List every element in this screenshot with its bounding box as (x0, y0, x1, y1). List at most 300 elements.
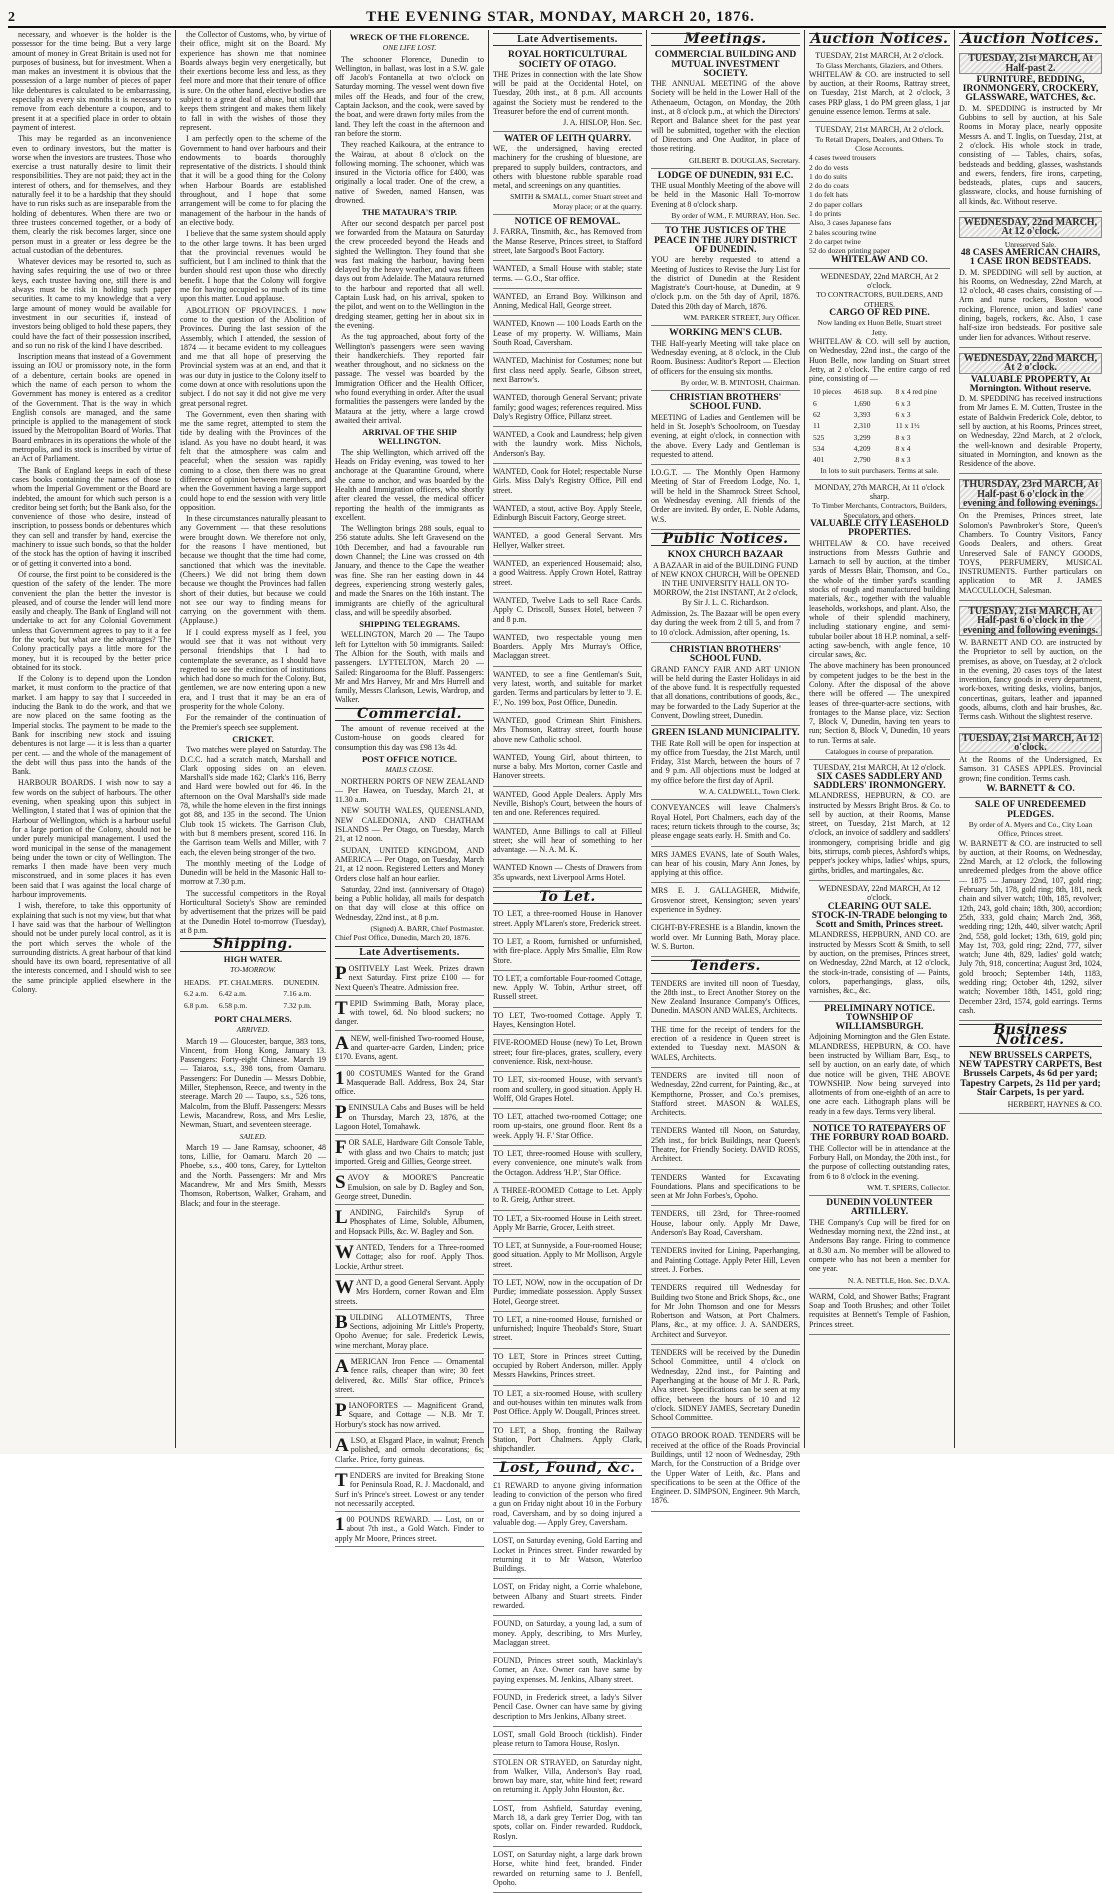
classified-ad (493, 751, 642, 787)
meeting-notice (651, 327, 800, 391)
ad-text: NEW, well-finished Two-roomed House, and quarter-acre Garden, Linden; price £170. Evans, agent. (335, 1033, 484, 1062)
notice-signature: N. A. NETTLE, Hon. Sec. D.V.A. (847, 1275, 950, 1285)
cricket-report: Two matches were played on Saturday. The D.C.C. had a scratch match, Marshall and Clark opposing sides on an eleven. Marshall's side made 162; Clark's 116, Berry and Hard were bowled out for 46. In the afternoon on the Oval Marshall's side made 78, while the home eleven in the first innings got 88, and 135 in the second. The Union Club took 15 wickets. The Garrison Club, with but 8 members present, scored 116. In the Garrison team Wells and Miller, with 7 each, the eleven being stronger of the two. (180, 745, 326, 857)
classified-ad (335, 1469, 484, 1512)
classified-ad (493, 502, 642, 529)
classified-ad (335, 1136, 484, 1170)
municipal-notice (651, 727, 800, 800)
article-paragraph: I believe that the same system should apply to the other large towns. It has been urged that the provincial revenues would be sufficient, but I am inclined to think that the burden should rest upon those who directly benefit. I hope that the Colony will forgive me for having occupied so much of its time upon this matter. Loud applause. (180, 229, 326, 304)
auction-lead: To Retail Drapers, Dealers, and Others. To Close Accounts. (815, 134, 944, 153)
drop-cap: B (335, 1311, 348, 1333)
ad-text: TENDERS Wanted till Noon, on Saturday, 25th inst., for brick Buildings, near Queen's Theatre, for Friendly Society. DAVID ROSS, Architect. (651, 1126, 800, 1164)
auction-date: WEDNESDAY, 22nd MARCH, At 2 o'clock. (820, 271, 939, 291)
column-2 (175, 30, 330, 1448)
meeting-notice (651, 49, 800, 169)
ad-text: LSO, at Elsgard Place, in walnut; French polished, and ormolu decorations; 6s; Clarke. Price, forty guineas. (335, 1436, 484, 1464)
article-paragraph: If the Colony is to depend upon the London market, it must conform to the practice of that market. I am happy to say that I succeeded in inducing the Bank to do the work, and that we are now placed on the same footing as the Imperial stocks. The payment to be made to the Bank for inscribing new stock and issuing debentures is not large — it is less than a quarter per cent. — and the whole of the management of the debt will thus pass into the hands of the Bank. (12, 674, 171, 777)
classified-ad (493, 668, 642, 713)
meeting-title: TO THE JUSTICES OF THE PEACE IN THE JURY DISTRICT OF DUNEDIN. (654, 226, 797, 255)
ad-text: WANTED, Known — 100 Loads Earth on the Lease of my property. W. Williams, Main South Road, Caversham. (493, 319, 642, 348)
post-notice: SUDAN, UNITED KINGDOM, AND AMERICA — Per Otago, on Tuesday, March 21, at 12 noon. Registered Letters and Money Orders close half an hour earlier. (335, 845, 484, 883)
auction-headline: PRELIMINARY NOTICE. TOWNSHIP OF WILLIAMSBURGH. (824, 1003, 935, 1033)
article-paragraph: ABOLITION OF PROVINCES. I now come to the question of the Abolition of Provinces. During the last session of the Assembly, which I attended, the session of 1874 — it became evident to my colleagues and me that all hope of preserving the Provincial system was at an end, and that it was our duty in justice to the Colony itself to come down at once with resolutions upon the subject. I do not say it did not give me very great personal regret. (180, 305, 326, 408)
lost-found-heading: Lost, Found, &c. (493, 1462, 642, 1475)
classified-ad (335, 1513, 484, 1547)
classified-ad (651, 1429, 800, 1511)
table-cell: 7.32 p.m. (283, 1000, 312, 1010)
auction-item: 2 do paper collars (809, 199, 863, 209)
auction-lead: To Timber Merchants, Contractors, Builders, Speculators, and others. (812, 501, 947, 520)
ad-text: EPID Swimming Bath, Moray place, with towel, 6d. No blood suckers; no danger. (335, 998, 484, 1027)
post-signature-place: Chief Post Office, Dunedin, March 20, 1876. (335, 933, 471, 943)
ad-text: LOST, from Ashfield, Saturday evening, March 18, a dark grey Terrier Dog, with tan spots, collar on. Finder rewarded. Ruddock, Roslyn. (493, 1803, 642, 1841)
classified-ad (493, 262, 642, 289)
notice-text: WARM, Cold, and Shower Baths; Fragrant Soap and Tooth Brushes; and other Toilet requisites at Bennett's Temple of Fashion, Princes street. (809, 1291, 950, 1329)
auction-notice (959, 475, 1102, 601)
meeting-notice (651, 225, 800, 326)
classified-ad (493, 465, 642, 501)
quarry-title: WATER OF LEITH QUARRY. (503, 133, 632, 144)
auction-item: 1 do felt hats (809, 190, 848, 200)
auction-date: WEDNESDAY, 22nd MARCH, At 2 o'clock. (959, 353, 1102, 374)
article-paragraph: The Bank of England keeps in each of these cases books containing the names of those to whom the Imperial Government or the Board are indebted, the amount for which such person is a creditor being set forth; but the Bank also, for the convenience of those who desire, instead of inscription, to possess bonds or debentures which they can sell and transfer by hand, exercise the machinery to issue such bonds, so that the holder of the stock has the option of having it inscribed or of getting it converted into a bond. (12, 465, 171, 568)
article-paragraph: As the tug approached, about forty of the Wellington's passengers were seen waving their handkerchiefs. They reported fair weather throughout, and no sickness on the passage. The vessel was boarded by the Immigration Officer and the Health Officer, who found everything in order. After the usual formalities the passengers were landed by the Mataura at the jetty, where a large crowd awaited their arrival. (335, 332, 484, 425)
ad-text: LOST, on Saturday night, a large dark brown Horse, white hind feet, branded. Finder rewarded on returning same to J. Benfell, Opoho. (493, 1849, 642, 1887)
notice-signature: WM. T. SPIERS, Collector. (867, 1182, 950, 1192)
ad-text: TO LET, Two-roomed Cottage. Apply T. Hayes, Kensington Hotel. (493, 1010, 642, 1030)
notice-headline: NOTICE TO RATEPAYERS OF THE FORBURY ROAD BOARD. (810, 1124, 949, 1144)
ad-text: WANTED, a good General Servant. Mrs Hellyer, Walker street. (493, 531, 642, 550)
meeting-signature: WM. PARKER STREET, Jury Officer. (683, 313, 800, 323)
article-paragraph: In these circumstances naturally pleasant to any Government — that these resolutions were brought down. We therefore not only, for the reasons I have mentioned, but because we thought that the time had come, sanctioned that which was the inevitable. (Cheers.) We did not bring them down because we thought the Provinces had fallen short of their duties, but because we could not see our way to finding means for carrying on the government with them. (Applause.) (180, 514, 326, 626)
ad-text: MERICAN Iron Fence — Ornamental fence rails, cheaper than wire; 30 feet delivered, &c. Mills' Star office, Prince's street. (335, 1357, 484, 1394)
ad-text: FOUND, in Frederick street, a lady's Silver Pencil Case. Owner can have same by giving description to Mrs Jenkins, Albany street. (493, 1693, 642, 1721)
telegrams-heading: SHIPPING TELEGRAMS. (359, 619, 460, 630)
auction-lead: By order of A. Myers and Co., City Loan Office, Princes street. (968, 819, 1093, 839)
auction-notices-heading: Auction Notices. (810, 31, 949, 47)
road-board-notice (809, 1123, 950, 1196)
drop-cap: S (335, 1172, 346, 1194)
article-paragraph: The Wellington brings 288 souls, equal to 256 statute adults. She left Gravesend on the 10th December, and had a favourable run down Channel; the Line was crossed on 4th January, and thence to the Cape the weather was fine. She ran her easting down in 44 degrees, experiencing strong westerly gales, and made the Snares on the 16th instant. The immigrants are chiefly of the agricultural class, and will be speedily absorbed. (335, 524, 484, 617)
auction-item: 2 do do vests (809, 162, 849, 172)
auction-item: 52 do dozen printing paper (809, 246, 890, 256)
port-heading: PORT CHALMERS. (214, 1013, 292, 1024)
auction-item: 2 bales scouring twine (809, 227, 877, 237)
classified-ad (493, 391, 642, 427)
cricket-heading: CRICKET. (232, 733, 274, 744)
ad-text: WANTED, thorough General Servant; private family; good wages; references required. Miss Daly's Registry Office, Pillanz street. (493, 393, 642, 421)
ad-text: TENDERS, till 23rd, for Three-roomed House, labour only. Apply Mr Dawe, Anderson's Bay Road, Caversham. (651, 1209, 800, 1238)
post-notice: Saturday, 22nd inst. (anniversary of Otago) being a Public holiday, all mails for despatch on that day will close at this office on Wednesday, 22nd inst., at 8 p.m. (335, 884, 484, 922)
auction-item: 1 do prints (809, 209, 842, 219)
page-number: 2 (8, 10, 15, 25)
meeting-text: THE ANNUAL MEETING of the above Society will be held in the Lower Hall of the Athenaeum, Octagon, on Monday, the 20th inst., at 8 o'clock p.m., at which the Directors' Report and Balance sheet for the past year will be submitted, together with the election of Directors and One Auditor, in place of those retiring. (651, 79, 800, 154)
column-5 (646, 30, 804, 1506)
table-cell: DUNEDIN. (283, 978, 320, 988)
newspaper-title: THE EVENING STAR, MONDAY, MARCH 20, 1876. (366, 9, 755, 25)
ad-text: WANTED, a Cook and Laundress; help given with the laundry work. Miss Nichols, Anderson's Bay. (493, 430, 642, 458)
classified-ad (493, 1387, 642, 1423)
classified-ad (493, 935, 642, 971)
classified-ad (335, 1276, 484, 1310)
wanted-ads (493, 262, 642, 888)
classified-ad (493, 1036, 642, 1072)
auction-notice (809, 481, 950, 761)
meeting-title: CHRISTIAN BROTHERS' SCHOOL FUND. (669, 393, 782, 413)
classified-ad (493, 1580, 642, 1616)
to-let-ads (493, 907, 642, 1459)
sailed-heading: SAILED. (239, 1131, 267, 1141)
auction-date: TUESDAY, 21st MARCH, At Half-past 2. (959, 53, 1102, 74)
meeting-notice (651, 392, 800, 465)
article-paragraph: Of course, the first point to be considered is the question of the safety of the lender. The more convenient the plan the better the investor is pleased, and of course the lender will lend more easily and cheaply. The Bank of England will not undertake to act for any Colonial Government unless that Government agrees to pay to it a fee for the work; but what are the advantages? The Colony practically pays a little more for the money, but it is recouped by the better price obtained for its stock. (12, 569, 171, 672)
ad-text: LOST, on Friday night, a Corrie whalebone, between Albany and Stuart streets. Finder rewarded. (493, 1582, 642, 1610)
classified-ad (651, 1281, 800, 1345)
high-water-sub: TO-MORROW. (230, 964, 276, 974)
classified-ad (493, 1239, 642, 1275)
ad-text: ANT D, a good General Servant. Apply Mrs Hordern, corner Rowan and Elm streets. (335, 1277, 484, 1306)
shipping-heading: Shipping. (180, 938, 326, 951)
drop-cap: W (335, 1242, 354, 1264)
auction-text: W. BARNETT AND CO. are instructed by the Proprietor to sell by auction, on the premises, as above, on Tuesday, at 2 o'clock in the evening, 20 cases toys of the latest invention, fancy goods in every department, work-boxes, writing desks, violins, banjos, concertinas, guitars, leather and japanned goods, albums, cloth and hair brushes, &c. Terms cash. Without the slightest reserve. (959, 637, 1102, 722)
auction-text: On the Premises, Princes street, late Solomon's Pawnbroker's Store, Queen's Chambers. To Country Visitors, Fancy Goods Dealers, and others. Great Unreserved Sale of FANCY GOODS, TOYS, PERFUMERY, MUSICAL INSTRUMENTS. Further particulars on application to MR J. JAMES MACCULLOCH, Salesman. (959, 511, 1102, 595)
auction-notice (959, 602, 1102, 728)
meeting-text: I.O.G.T. — The Monthly Open Harmony Meeting of Star of Freedom Lodge, No. 1, will be held in the Shamrock Street School, on Wednesday evening. All friends of the Order are invited. By order, E. Noble Adams, W.S. (651, 468, 800, 524)
post-notice: NORTHERN PORTS OF NEW ZEALAND — Per Hawea, on Tuesday, March 21, at 11.30 a.m. (335, 776, 484, 805)
drop-cap: A (335, 1435, 349, 1457)
article-paragraph: necessary, and whoever is the holder is the possessor for the time being. But a very large amount of money in Great Britain is used not for purposes of business, but for investment. When a man makes an investment it is obvious that the possession of a large number of pieces of paper like debentures is calculated to be embarrassing, especially as every six months it is necessary to remove from each debenture a coupon, and to present it at a specified place in order to obtain payment of interest. (12, 30, 171, 132)
table-cell: 6.2 a.m. (184, 989, 209, 999)
lodge-paragraph: The monthly meeting of the Lodge of Dunedin will be held in the Masonic Hall to-morrow at 7.30 p.m. (180, 858, 326, 887)
tender-notices (651, 977, 800, 1512)
classified-ad (493, 529, 642, 556)
meeting-signature: By order of W.M., F. MURRAY, Hon. Sec. (671, 211, 800, 221)
table-cell: 1,690 (853, 398, 871, 408)
classified-ad (493, 972, 642, 1008)
post-office-heading: POST OFFICE NOTICE. (361, 753, 458, 764)
prize-paragraph: The successful competitors in the Royal Horticultural Society's Show are reminded by advertisement that the prizes will be paid at the Dunedin Hotel to-morrow (Tuesday), at 8 p.m. (180, 888, 326, 935)
table-cell: 4,209 (853, 443, 871, 453)
post-signature: (Signed) A. BARR, Chief Postmaster. (370, 924, 484, 934)
bazaar-title: KNOX CHURCH BAZAAR (667, 550, 784, 561)
table-cell: 2,790 (853, 455, 871, 465)
auction-foot: In lots to suit purchasers. Terms at sale. (820, 466, 939, 476)
auction-text: MLANDRESS, HEPBURN, & CO. are instructed by Messrs Bright Bros. & Co. to sell by auction, at their Rooms, Manse street, on Tuesday, 21st March, at 12 o'clock, an invoice of saddlery and saddlers' ironmongery, comprising bridle and gig bits, stirrups, comb pieces, Ashford's whips, pepper's jockey whips, ladies' whips, spurs, girths, bridles, and martingales, &c. (809, 791, 950, 875)
auctioneer-signature: W. BARNETT & CO. (986, 784, 1075, 795)
ad-text: TO LET, a three-roomed House in Hanover street. Apply M'Laren's store, Frederick street. (493, 909, 642, 928)
lost-found-ads (493, 1479, 642, 1893)
table-cell: 6 x 3 (895, 398, 911, 408)
commercial-heading: Commercial. (335, 708, 484, 721)
late-ads-list (335, 962, 484, 1547)
article-paragraph: They reached Kaikoura, at the entrance to the Wairau, at about 8 o'clock on the following morning. The schooner, which was insured in the Victoria office for £400, was originally a local trader. One of the crew, a native of Sweden, named Hansen, was drowned. (335, 140, 484, 206)
classified-ad (651, 884, 800, 920)
table-cell: 8 x 4 red pine (895, 387, 937, 397)
classified-ad (335, 1171, 484, 1205)
drop-cap: T (335, 997, 348, 1019)
column-4 (488, 30, 646, 1887)
classified-ad (493, 1009, 642, 1036)
auction-lead: To Glass Merchants, Glaziers, and Others. (816, 60, 943, 70)
auction-lead: TO CONTRACTORS, BUILDERS, AND OTHERS. (816, 290, 943, 309)
classified-ad (493, 825, 642, 861)
auction-notice (809, 49, 950, 122)
auction-text: Adjoining Mornington and the Glen Estate. MLANDRESS, HEPBURN, & CO. have been instructed by William Barr, Esq., to sell by auction, on an early date, of which due notice will be given, THE ABOVE TOWNSHIP. Now being surveyed into allotments of from one-eighth of an acre to one acre each. Lithograph plans will be ready in a few days. Terms very liberal. (809, 1032, 950, 1116)
rhs-text: THE Prizes in connection with the late Show will be paid at the Occidental Hotel, on Tuesday, 20th inst., at 8 p.m. All accounts against the Society must be rendered to the Treasurer before the end of current month. (493, 69, 642, 117)
auction-foot: Catalogues in course of preparation. (825, 747, 934, 757)
classified-ad (493, 1654, 642, 1690)
mails-close-heading: MAILS CLOSE. (385, 765, 434, 775)
auction-date: TUESDAY, 21st MARCH, At 12 o'clock. (813, 763, 946, 773)
meeting-signature: By order, W. B. M'INTOSH, Chairman. (680, 377, 800, 387)
column-1 (8, 30, 175, 1448)
classified-ad (493, 1073, 642, 1109)
ad-text: WANTED, an Errand Boy. Wilkinson and Anning, Medical Hall, George street. (493, 291, 642, 311)
municipal-text: THE Rate Roll will be open for inspection at my office from Tuesday, the 21st March, until Friday, 31st March, between the hours of 7 and 9 p.m. All objections must be lodged at my office before the first day of April. (651, 738, 800, 785)
classified-ad (493, 317, 642, 353)
carpet-text: NEW BRUSSELS CARPETS, NEW TAPESTRY CARPETS, Best Brussels Carpets, 4s 6d per yard; Tapestry Carpets, 2s 11d per yard; Stair Carpets, 1s per yard. (959, 1050, 1102, 1098)
quarry-signature: SMITH & SMALL, corner Stuart street and Moray place; or at the quarry. (510, 192, 642, 211)
auction-text: D. M. SPEDDING will sell by auction, at his Rooms, on Wednesday, 22nd March, at 12 o'clock, 48 cases chairs, consisting of — Arm and nurse rockers, Boston wood rocking, Florence, union and ladies' cane dining, bagels, rockers, &c. Also, 1 case half-size iron bedsteads. For positive sale under lien for advances. Without reserve. (959, 267, 1102, 342)
ad-text: FOUND, on Saturday, a young lad, a sum of money. Apply, describing, to Mrs Murley, Maclaggan street. (493, 1619, 642, 1647)
arrival-heading: ARRIVAL OF THE SHIP WELLINGTON. (362, 427, 457, 447)
classified-ad (651, 1171, 800, 1207)
ad-text: WANTED, an experienced Housemaid; also, a good Waitress. Apply Crown Hotel, Rattray street. (493, 559, 642, 587)
tenders-heading: Tenders. (651, 960, 800, 973)
classified-ad (335, 1241, 484, 1275)
ad-text: FIVE-ROOMED House (new) To Let, Brown street; four fire-places, grates, scullery, every convenience. Risk, next-house. (493, 1038, 642, 1066)
ad-text: TO LET, a Shop, fronting the Railway Station, Port Chalmers. Apply Clark, shipchandler. (493, 1425, 642, 1454)
meeting-text: THE Half-yearly Meeting will take place on Wednesday evening, at 8 o'clock, in the Club Room. Business: Auditor's Report — Election of officers for the ensuing six months. (651, 338, 800, 376)
classified-ad (493, 1617, 642, 1653)
auction-headline: SIX CASES SADDLERY AND SADDLERS' IRONMONGERY. (813, 771, 946, 791)
table-cell: 7.16 a.m. (283, 989, 312, 999)
ad-text: TO LET, a Six-roomed House in Leith street. Apply Mr Barrie, Grocer, Leith street. (493, 1213, 642, 1232)
drop-cap: 1 (335, 1067, 345, 1089)
high-water-table (180, 976, 326, 1012)
artillery-notice (809, 1197, 950, 1289)
ad-text: TO LET, at Sunnyside, a Four-roomed House; good situation. Apply to Mr Mollison, Argyle street. (493, 1241, 642, 1269)
table-row (811, 433, 948, 442)
ad-text: TO LET, a comfortable Four-roomed Cottage, new. Apply W. Tobin, Arthur street, off Russell street. (493, 973, 642, 1002)
classified-ad (493, 1479, 642, 1533)
auction-text: WHITELAW & CO. will sell by auction, on Wednesday, 22nd inst., the cargo of the Huon Belle, now landing on Stuart street Jetty, at 2 o'clock. The entire cargo of red pine, consisting of — (809, 336, 950, 384)
classified-ad (651, 977, 800, 1022)
rhs-title: ROYAL HORTICULTURAL SOCIETY OF OTAGO. (507, 50, 628, 70)
table-cell: 6.58 p.m. (218, 1000, 248, 1010)
meeting-title: LODGE OF DUNEDIN, 931 E.C. (657, 170, 794, 181)
masthead (8, 4, 1106, 28)
classified-ad (335, 962, 484, 996)
ad-text: WANTED, a stout, active Boy. Apply Steele, Edinburgh Biscuit Factory, George street. (493, 503, 642, 523)
classified-ad (493, 1313, 642, 1349)
classified-ad (493, 714, 642, 750)
post-notice: NEW SOUTH WALES, QUEENSLAND, NEW CALEDONIA, AND CHATHAM ISLANDS — Per Otago, on Tuesday, March 21, at 12 noon. (335, 806, 484, 844)
classified-ad (493, 907, 642, 934)
auction-text: WHITELAW & CO. have received instructions from Messrs Guthrie and Larnach to sell by auction, at the timber yards of Messrs Blair, Thomson, and Co., the whole of the timber yard's scantling stocks of rough and manufactured building materials, &c., together with the valuable leaseholds, workshops, and plant. Also, the whole of their splendid machinery, including stationary engine, and semi-tubular boiler about 18 H.P. nominal, a self-acting saw-bench, with angle fence, 10 circular saws, &c. (809, 538, 950, 660)
auction-text: At the Rooms of the Undersigned, Ex Samson. 31 CASES APPLES. Provincial grown; fine condition. Terms cash. (959, 755, 1102, 783)
auction-notice (959, 213, 1102, 348)
column-7 (954, 30, 1106, 1448)
table-row (811, 444, 948, 453)
classified-ad (493, 1728, 642, 1755)
meeting-signature: GILBERT B. DOUGLAS, Secretary. (689, 155, 800, 165)
meeting-text: THE usual Monthly Meeting of the above will be held in the Masonic Hall To-morrow Evening at 8 o'clock sharp. (651, 181, 800, 209)
ad-text: CONVEYANCES will leave Chalmers's Royal Hotel, Port Chalmers, each day of the races; return tickets through to the course, 3s; please engage seats early. H. Smith and Co. (651, 803, 800, 841)
classified-ad (493, 1212, 642, 1239)
ad-text: ANTED, Tenders for a Three-roomed Cottage; also for roof. Apply Thos. Lockie, Arthur street. (335, 1243, 484, 1271)
removal-title: NOTICE OF REMOVAL. (514, 217, 621, 228)
ad-text: WANTED, Young Girl, about thirteen, to nurse a baby. Mrs Morton, corner Castle and Hanover streets. (493, 752, 642, 781)
ad-text: TENDERS are invited till noon of Wednesday, 22nd current, for Painting, &c., at Kempthorne, Prosser, and Co.'s premises, Stafford street. MASON & WALES, Architects. (651, 1070, 800, 1118)
classified-ad (493, 631, 642, 667)
article-paragraph: If I could express myself as I feel, you would see that it was not without very personal friendships that I had to contemplate the severance, as I should have regretted to see the extinction of institutions which had done so much for the Colony. But, gentlemen, we are now entering upon a new era, and I trust that it may be an era of prosperity for the whole Colony. (180, 627, 326, 712)
fund-notice (651, 644, 800, 726)
ad-text: ANDING, Fairchild's Syrup of Phosphates of Lime, Soluble, Albumen, and Hopsack Pills, &c. W. Bagley and Son. (335, 1208, 484, 1236)
drop-cap: 1 (335, 1514, 345, 1536)
auction-notice (809, 123, 950, 268)
removal-ad (493, 216, 642, 261)
ad-text: TENDERS will be received by the Dunedin School Committee, until 4 o'clock on Wednesday, 22nd inst., for Painting and Paperhanging at the house of Mr J. R. Park, Alva street. Specifications can be seen at my office, between the hours of 10 and 12 o'clock. SIDNEY JAMES, Secretary Dunedin School Committee. (651, 1348, 800, 1423)
business-notices-heading: Business Notices. (959, 1024, 1102, 1047)
article-paragraph: After our second despatch per parcel post we forwarded from the Mataura on Saturday the crew proceeded beyond the Heads and sighted the Wellington. They found that she was fast making the harbour, having been delayed by the heavy weather, and was fifteen days out from Adelaide. The Mataura returned to the harbour and reported that all well. Captain Lusk had, on his arrival, spoken to the pilot, and went on to the Wellington in the dredging steamer, getting her in about six in the evening. (335, 218, 484, 330)
classified-ad (493, 290, 642, 317)
table-cell: 6.42 a.m. (218, 989, 247, 999)
table-cell: 8 x 4 (895, 443, 911, 453)
classified-ad (493, 1848, 642, 1893)
ad-text: LOST, small Gold Brooch (ticklish). Finder please return to Tamora House, Roslyn. (493, 1729, 642, 1749)
auction-date: WEDNESDAY, 22nd MARCH, At 12 o'clock. (818, 883, 941, 903)
auction-headline: CLEARING OUT SALE. STOCK-IN-TRADE belonging to Scott and Smith, Princes street. (811, 901, 948, 931)
ad-text: 00 COSTUMES Wanted for the Grand Masquerade Ball. Address, Box 24, Star office. (335, 1068, 484, 1097)
table-cell: 8 x 3 (895, 455, 911, 465)
table-row (811, 421, 948, 430)
classified-ad (651, 921, 800, 957)
table-cell: 10 pieces (813, 387, 842, 397)
table-cell: 11 x 1½ (895, 421, 920, 431)
ad-text: WANTED, Twelve Lads to sell Race Cards. Apply C. Driscoll, Sussex Hotel, between 7 and 8 p.m. (493, 595, 642, 624)
auction-date: WEDNESDAY, 22nd MARCH, At 12 o'clock. (959, 217, 1102, 238)
municipal-title: GREEN ISLAND MUNICIPALITY. (651, 728, 800, 739)
article-paragraph: This may be regarded as an inconvenience even to ordinary investors, but the matter is worse when the investors are trustees. Those who exercise a trust naturally desire to limit their responsibilities. They are not paid; they act in the interest of others, and for themselves, and they naturally feel it to be a hardship that they should have to run risks such as are inseparable from the holding of debentures. When there are two or three trustees concerned together, or a body of them, clearly the risk becomes larger, since one person must in a greater or less degree be the actual custodian of the debentures. (12, 134, 171, 255)
baths-ad (809, 1290, 950, 1335)
notice-text: THE Company's Cup will be fired for on Wednesday morning next, the 22nd inst., at Andersons Bay range. Firing to commence at 8.30 a.m. No member will be allowed to compete who has not been a member for one year. (809, 1217, 950, 1274)
auction-notice (809, 761, 950, 881)
ad-text: WANTED, two respectable young men Boarders. Apply Mrs Murray's Office, Maclaggan street. (493, 632, 642, 661)
drop-cap: W (335, 1276, 354, 1298)
classified-ad (651, 1023, 800, 1068)
ad-text: TO LET, a six-roomed House, with scullery and out-houses within ten minutes walk from Post Office. Apply W. Dougall, Princes street. (493, 1388, 642, 1417)
ad-text: £1 REWARD to anyone giving information leading to conviction of the person who fired a gun on Friday night about 10 in the Forbury road, Caversham, and by so doing injured a valuable dog. — Apply Grey, Caversham. (493, 1480, 642, 1527)
auction-text: W. BARNETT & CO. are instructed to sell by auction, at their Rooms, on Wednesday, 22nd March, at 12 o'clock, the following unredeemed pledges from the above office — 1875 — January 22nd, 107, gold ring; February 5th, 178, gold ring; 8th, 181, neck chain and silver watch; 10th, 185, revolver; 12th, 243, gold chain; 18th, 300, accordion; 25th, 333, gold chain; March 2nd, 368, wedding ring; 12th, 440, silver watch; April 2nd, 558, gold locket; 13th, 619, gold pin; May 1st, 703, gold ring; 22nd, 777, silver watch; June 4th, 829, ladies' gold watch; July 7th, 918, concertina; August 3rd, 1024, gold brooch; September 14th, 1183, wedding ring; October 4th, 1292, silver watch; November 18th, 1451, gold ring; December 23rd, 1574, gold earrings. Terms cash. (959, 838, 1102, 1015)
classified-ad (493, 354, 642, 390)
auction-date: TUESDAY, 21st MARCH, At 2 o'clock. (815, 51, 944, 61)
classified-ad (651, 801, 800, 846)
classified-ad (493, 1802, 642, 1847)
ad-text: TENDERS Wanted for Excavating Foundations. Plans and specifications to be seen at Mr John Forbes's, Opoho. (651, 1172, 800, 1201)
bazaar-text: Admission, 2s. The Bazaar will be open every day during the week from 2 till 5, and from 7 to 10 o'clock. Admission, after opening, 1s. (651, 609, 800, 637)
table-cell: 11 (813, 421, 821, 431)
classified-ad (493, 1691, 642, 1727)
table-cell: 62 (813, 409, 821, 419)
auction-headline: SALE OF UNREDEEMED PLEDGES. (974, 800, 1087, 820)
auction-date: TUESDAY, 21st MARCH, At 12 o'clock. (959, 733, 1102, 754)
ad-text: TO LET, NOW, now in the occupation of Dr Purdie; immediate possession. Apply Sussex Hotel, George street. (493, 1277, 642, 1306)
ad-text: IANOFORTES — Magnificent Grand, Square, and Cottage — N.B. Mr T. Horbury's stock has now arrived. (335, 1401, 484, 1429)
table-cell: 2,310 (853, 421, 871, 431)
to-let-heading: To Let. (493, 891, 642, 904)
article-paragraph: HARBOUR BOARDS. I wish now to say a few words on the subject of harbours. The other evening, when speaking upon this subject in Wellington, I stated that I was of opinion that the Harbour of Wellington, which is a harbour useful for a large portion of the Colony, should not be under purely municipal management. I used the word municipal in the sense of the management being under the town or city of Wellington. The remarks I then made have been very much misconstrued, and in some places it has even been said that I was against the local charge of harbour improvements. (12, 778, 171, 900)
ad-text: CIGHT-BY-FRESHE is a Blandin, known the world over. Mr Lunning Bath, Moray place. W. S. Burton. (651, 923, 800, 951)
meeting-text: YOU are hereby requested to attend a Meeting of Justices to Revise the Jury List for the district of Dunedin at the Resident Magistrate's Court-house, at Dunedin, at 9 o'clock p.m. on the 5th day of April, 1876. Dated this 20th day of March, 1876. (651, 255, 800, 311)
auctioneer-signature: WHITELAW AND CO. (831, 254, 928, 265)
auction-notice (959, 49, 1102, 212)
drop-cap: P (335, 1102, 347, 1124)
auction-date: TUESDAY, 21st MARCH, At Half-past 6 o'clock in the evening and following evenings. (959, 606, 1102, 636)
ad-text: WANTED, to see a fine Gentleman's Suit, very latest, worth, and suitable for market garden. Terms and particulars by letter to 'J. E. F.', No. 199 box, Post Office, Dunedin. (493, 669, 642, 707)
auction-headline: VALUABLE PROPERTY, At Mornington. Without reserve. (969, 374, 1092, 394)
auction-notice (959, 729, 1102, 799)
ad-text: TO LET, a Room, furnished or unfurnished, with fire-place. Apply Mrs Smallie, Elm Row Store. (493, 936, 642, 965)
classified-ad (493, 1756, 642, 1801)
removal-text: J. FARRA, Tinsmith, &c., has Removed from the Manse Reserve, Princes street, to Stafford street, late Sargood's Boot Factory. (493, 227, 642, 255)
classified-ad (335, 1434, 484, 1468)
meetings-heading: Meetings. (651, 33, 800, 46)
classified-ad (335, 1206, 484, 1240)
bazaar-text: A BAZAAR in aid of the BUILDING FUND of NEW KNOX CHURCH, Will be OPENED IN THE UNIVERSITY HALL ON TO-MORROW, the 21st INSTANT, At 2 o'clock, By Sir J. L. C. Richardson. (651, 560, 800, 607)
table-cell: 3,393 (853, 409, 871, 419)
auction-notice (809, 1003, 950, 1123)
commercial-text: The amount of revenue received at the Custom-house on goods cleared for consumption this day was £98 13s 4d. (335, 724, 484, 752)
high-water-heading: HIGH WATER. (223, 953, 283, 964)
ad-text: STOLEN OR STRAYED, on Saturday night, from Walker, Villa, Anderson's Bay road, brown bay mare, star, white hind feet; reward on returning it. Apply John Houston, &c. (493, 1757, 642, 1795)
classified-ad (493, 557, 642, 593)
auction-item-list (809, 153, 950, 255)
auction-headline: 48 CASES AMERICAN CHAIRS, 1 CASE IRON BEDSTEADS. (960, 247, 1101, 268)
ad-text: 00 POUNDS REWARD. — Lost, on or about 7th inst., a Gold Watch. Finder to apply Mr Moore, Princes street. (335, 1515, 484, 1543)
public-notices-heading: Public Notices. (651, 533, 800, 546)
rhs-ad (493, 49, 642, 131)
ad-text: UILDING ALLOTMENTS, Three Sections, adjoining Mr Little's Property, Opoho Avenue; for sale. Frederick Lewis, wine merchant, Moray place. (335, 1312, 484, 1350)
ad-text: LOST, on Saturday evening, Gold Earring and Locket in Princes street. Finder rewarded by returning it to Mr Watson, Waterloo Buildings. (493, 1536, 642, 1574)
ad-text: TO LET, six-roomed House, with servant's room and scullery, in good situation. Apply H. Wolff, Old Grapes Hotel. (493, 1075, 642, 1103)
table-row (811, 399, 948, 408)
mataura-heading: THE MATAURA'S TRIP. (362, 207, 457, 218)
auction-item: 4 cases tweed trousers (809, 153, 876, 163)
wreck-subheading: ONE LIFE LOST. (382, 43, 437, 53)
auction-text: The above machinery has been pronounced by competent judges to be the best in the Colony. After the disposal of the above there will be offered — The unexpired leases of three-quarter-acre sections, with frontages to the Manse place, viz: Section 7, Block V, Dunedin, having ten years to run; Section 8, Block V, Dunedin, 10 years to run. Terms at sale. (809, 661, 950, 745)
auction-lead: Unreserved Sale. (1004, 239, 1057, 249)
telegrams-text: WELLINGTON, March 20 — The Taupo left for Lyttelton with 50 immigrants. Sailed: The Albion for the South, with mails and passengers. LYTTELTON, March 20 — Sailed: Ringarooma for the Bluff. Passengers: Mr and Mrs Harvey, Mr and Mrs Hurrell and family, Messrs Clarkson, Lewis, Wardrop, and Walker. (335, 630, 484, 705)
quarry-ad (493, 133, 642, 215)
auction-text: D. M. SPEDDING is instructed by Mr Gubbins to sell by auction, at his Sale Rooms in Moray place, nearly opposite Messrs A. and T. Inglis, on Tuesday, 21st, at 2 o'clock. His whole stock in trade, consisting of — Tables, chairs, sofas, bedsteads and bedding, glasses, washstands and ewers, fenders, fire irons, carpeting, bedsteads, plates, cups and saucers, glassware, clocks, and house furnishing of all kinds, &c. Without reserve. (959, 103, 1102, 206)
ad-text: WANTED, Good Apple Dealers. Apply Mrs Neville, Bishop's Court, between the hours of ten and one. References required. (493, 789, 642, 818)
classified-ad (493, 1147, 642, 1183)
ad-text: OSITIVELY Last Week. Prizes drawn next Saturday. First prize £100 — for Next Queen's Theatre. Admission free. (335, 963, 484, 992)
ad-text: TENDERS required till Wednesday for Building two Stone and Brick Shops, &c., one for Mr John Thomson and one for Messrs Robertson and Watson, at Port Chalmers. Plans, &c., at my office. J. A. SANDERS, Architect and Surveyor. (651, 1283, 800, 1339)
table-row (811, 455, 948, 464)
classified-ad (651, 1124, 800, 1169)
ad-text: THE time for the receipt of tenders for the erection of a residence in Queen street is extended to Tuesday next. MASON & WALES, Architects. (651, 1024, 800, 1062)
article-paragraph: I am perfectly open to the scheme of the Government to hand over harbours and their endowments to boards thoroughly representative of the districts. I should think that it will be a good thing for the Colony when Harbour Boards are established throughout, and I hope that some arrangement will be come to for placing the management of the harbour in the hands of an elective body. (180, 134, 326, 227)
classified-ad (335, 1101, 484, 1135)
ad-text: WANTED Known — Chests of Drawers from 35s upwards, next Liverpool Arms Hotel. (493, 863, 642, 882)
table-cell: 6 (813, 398, 817, 408)
table-cell: 6.8 p.m. (184, 1000, 209, 1010)
misc-notices (651, 801, 800, 957)
classified-ad (651, 1346, 800, 1428)
article-paragraph: Whatever devices may be resorted to, such as having safes requiring the use of two or three keys, each trustee having one, still there is and always must be risk in holding such paper securities. It came to my knowledge that a very large amount of money would be available for investment in our securities if, instead of investors being obliged to hold these papers, they could have the fact of their possession inscribed, and so run no risk of the kind I have described. (12, 257, 171, 350)
